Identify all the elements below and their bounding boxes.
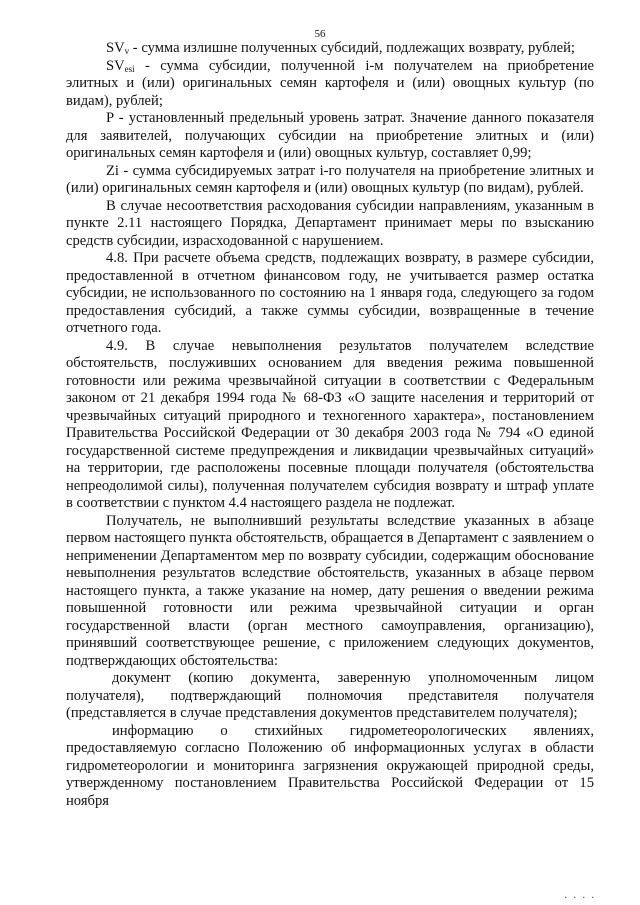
symbol-sv: SV — [106, 57, 125, 74]
paragraph-misuse: В случае несоответствия расходования субсидии направлениям, указанным в пункте 2.11 настоящего Порядка, Департамент принимает меры по взысканию средств субсидии, израсходованной с нарушением. — [66, 197, 594, 249]
paragraph-sv-v — [66, 40, 594, 58]
list-item-weather-info: информацию о стихийных гидрометеорологических явлениях, предоставляемую согласно Положению об информационных услугах в области гидрометеорологии и мониторинга загрязнения окружающей природной среды, утвержденному постановлением Правительства Российской Федерации от 15 ноября — [66, 722, 594, 809]
paragraph-sv-esi — [66, 58, 594, 111]
paragraph-p-definition: P - установленный предельный уровень затрат. Значение данного показателя для заявителей, получающих субсидии на приобретение элитных и (или) оригинальных семян картофеля и (или) овощных культур, составляет 0,99; — [66, 110, 594, 161]
paragraph-4-8: 4.8. При расчете объема средств, подлежащих возврату, в размере субсидии, предоставленной в отчетном финансовом году, не учитывается размер остатка субсидии, не использованного по состоянию на 1 января года, следующего за годом предоставления субсидий, а также суммы субсидии, возвращенные в течение отчетного года. — [66, 250, 594, 336]
page-number: 56 — [314, 28, 326, 40]
paragraph-text: - сумма излишне полученных субсидий, подлежащих возврату, рублей; — [129, 40, 575, 56]
symbol-sv: SV — [106, 40, 125, 56]
paragraph-4-9: 4.9. В случае невыполнения результатов получателем вследствие обстоятельств, послуживших основанием для введения режима повышенной готовности или режима чрезвычайной ситуации в соответствии с Федеральным законом от 21 декабря 1994 года № 68-ФЗ «О защите населения и территорий от чрезвычайных ситуаций природного и техногенного характера», постановлением Правительства Российской Федерации от 30 декабря 2003 года № 794 «О единой государственной системе предупреждения и ликвидации чрезвычайных ситуаций» на территории, где расположены посевные площади получателя (обстоятельства непреодолимой силы), полученная получателем субсидия возврату и штраф уплате в соответствии с пунктом 4.4 настоящего раздела не подлежат. — [66, 337, 594, 511]
symbol-subscript-v: v — [124, 46, 130, 56]
document-body — [66, 40, 594, 810]
paragraph-zi-definition: Zi - сумма субсидируемых затрат i-го получателя на приобретение элитных и (или) оригинальных семян картофеля и (или) овощных культур (по видам), рублей. — [66, 162, 594, 196]
paragraph-text: - сумма субсидии, полученной i-м получателем на приобретение элитных и (или) оригинальных семян картофеля и (или) овощных культур (по видам), рублей; — [66, 57, 594, 109]
scan-footer-mark: . . . . — [564, 890, 596, 901]
symbol-subscript-esi: esi — [124, 63, 135, 74]
list-item-document-copy: документ (копию документа, заверенную уполномоченным лицом получателя), подтверждающий полномочия представителя получателя (представляется в случае представления документов представителем получателя); — [66, 670, 594, 721]
paragraph-recipient-application: Получатель, не выполнивший результаты вследствие указанных в абзаце первом настоящего пункта обстоятельств, обращается в Департамент с заявлением о неприменении Департаментом мер по возврату субсидии, содержащим обоснование невыполнения результатов вследствие обстоятельств, указанных в абзаце первом настоящего пункта, а также указание на номер, дату решения о введении режима повышенной готовности или режима чрезвычайной ситуации и орган государственной власти (орган местного самоуправления, организацию), принявший соответствующее решение, с приложением следующих документов, подтверждающих обстоятельства: — [66, 512, 594, 669]
